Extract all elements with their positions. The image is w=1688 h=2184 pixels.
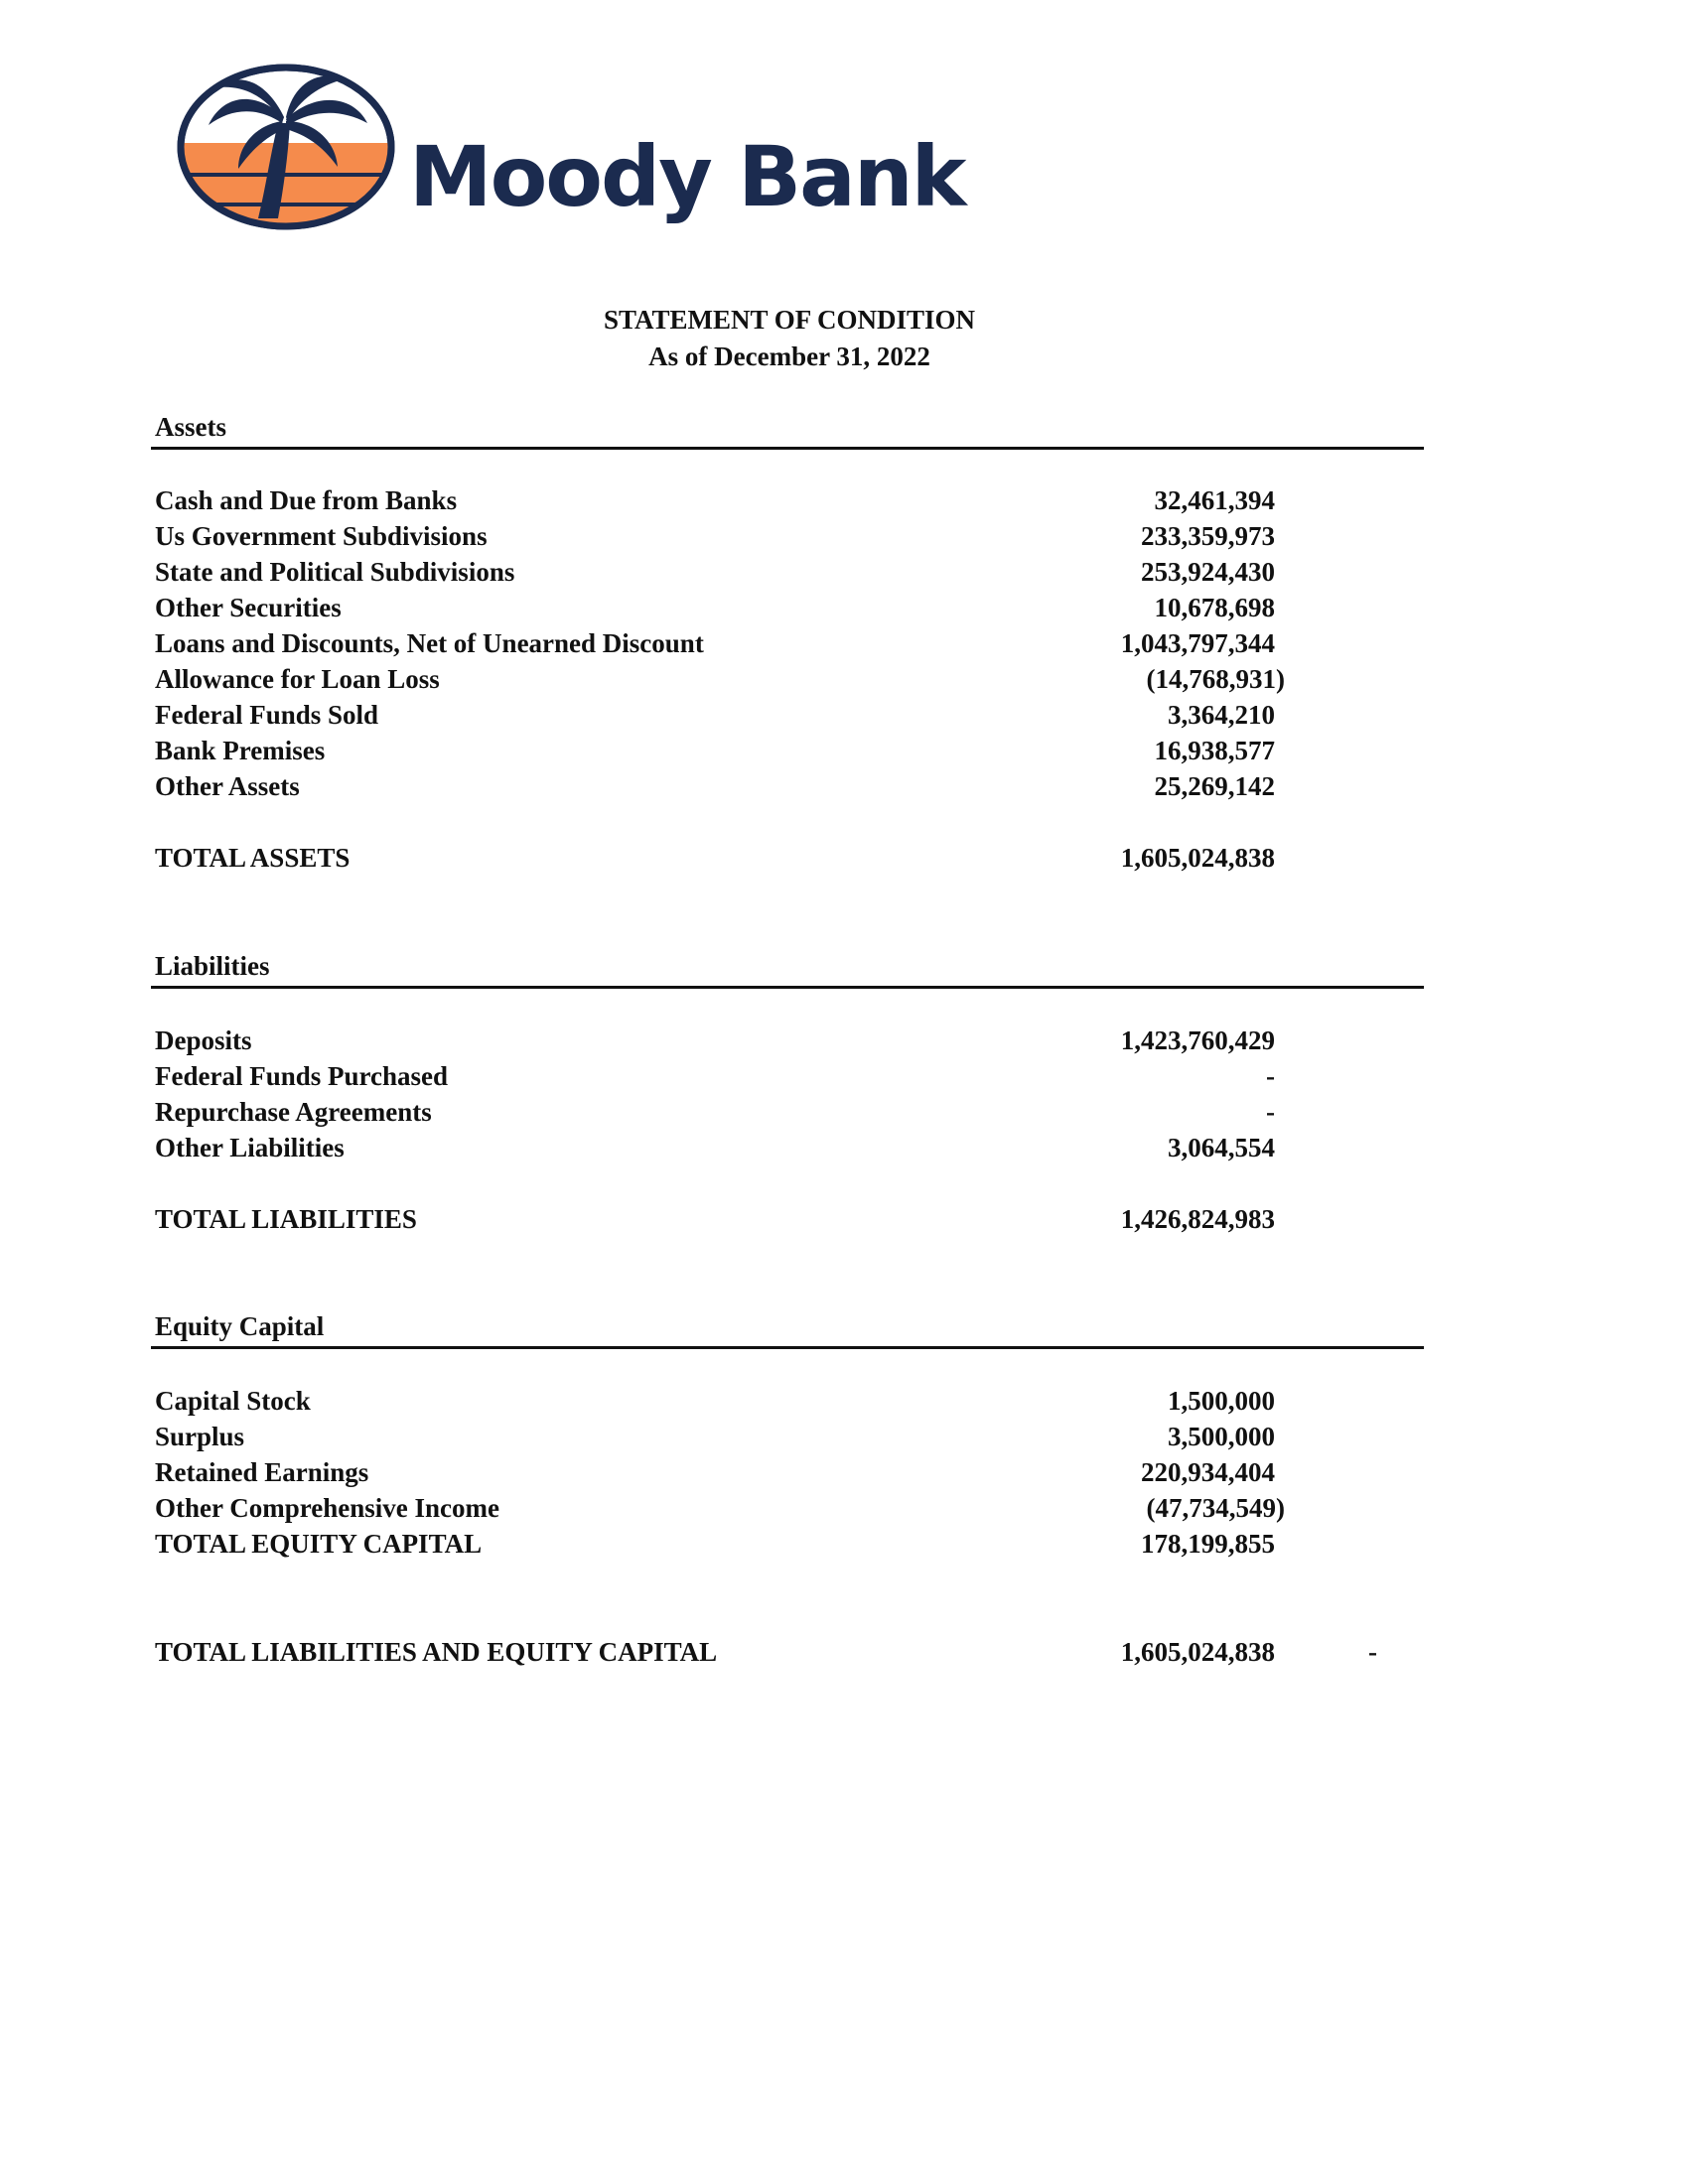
row-label: Federal Funds Purchased <box>155 1061 449 1091</box>
row-value: 3,364,210 <box>1168 700 1275 730</box>
row-value: 253,924,430 <box>1141 557 1275 587</box>
row-label: Other Assets <box>155 771 300 801</box>
total-equity-row <box>155 1526 1402 1562</box>
row-value: 25,269,142 <box>1154 771 1275 801</box>
row-label: Other Liabilities <box>155 1133 345 1162</box>
row-value: 233,359,973 <box>1141 521 1275 551</box>
row-value: 32,461,394 <box>1154 485 1275 515</box>
asset-row <box>155 697 1402 733</box>
row-label: Deposits <box>155 1025 252 1055</box>
liabilities-divider <box>151 986 1424 989</box>
row-value: (14,768,931) <box>1146 664 1285 694</box>
document-date: As of December 31, 2022 <box>648 341 930 371</box>
equity-heading: Equity Capital <box>155 1311 325 1341</box>
row-value: 1,605,024,838 <box>1120 1637 1275 1667</box>
row-label: TOTAL ASSETS <box>155 843 351 873</box>
difference-value: - <box>1368 1637 1377 1667</box>
row-value: 1,500,000 <box>1168 1386 1275 1416</box>
document-title: STATEMENT OF CONDITION <box>603 305 976 335</box>
row-label: Surplus <box>155 1422 245 1451</box>
row-label: Loans and Discounts, Net of Unearned Discount <box>155 628 704 658</box>
row-label: Bank Premises <box>155 736 326 765</box>
liability-row <box>155 1023 1402 1058</box>
asset-row <box>155 590 1402 625</box>
row-value: 1,423,760,429 <box>1120 1025 1275 1055</box>
row-label: Federal Funds Sold <box>155 700 379 730</box>
equity-row <box>155 1454 1402 1490</box>
bank-name: Moody Bank <box>409 128 965 225</box>
row-value: 3,064,554 <box>1168 1133 1275 1162</box>
row-label: TOTAL LIABILITIES <box>155 1204 417 1234</box>
total-liabilities-equity-row <box>155 1634 1402 1670</box>
liability-row <box>155 1058 1402 1094</box>
row-value: 16,938,577 <box>1154 736 1275 765</box>
equity-divider <box>151 1346 1424 1349</box>
row-label: Retained Earnings <box>155 1457 369 1487</box>
liability-row <box>155 1094 1402 1130</box>
equity-row <box>155 1490 1402 1526</box>
row-value: 1,605,024,838 <box>1120 843 1275 873</box>
row-label: TOTAL LIABILITIES AND EQUITY CAPITAL <box>155 1637 718 1667</box>
row-label: Allowance for Loan Loss <box>155 664 440 694</box>
asset-row <box>155 482 1402 518</box>
bank-logo <box>175 62 965 230</box>
asset-row <box>155 625 1402 661</box>
row-label: Other Securities <box>155 593 342 622</box>
row-label: State and Political Subdivisions <box>155 557 515 587</box>
asset-row <box>155 518 1402 554</box>
assets-divider <box>151 447 1424 450</box>
liabilities-heading: Liabilities <box>155 951 270 981</box>
equity-row <box>155 1383 1402 1419</box>
row-value: 220,934,404 <box>1141 1457 1275 1487</box>
palm-tree-sunset-icon <box>175 62 403 230</box>
row-label: Repurchase Agreements <box>155 1097 432 1127</box>
row-value: 1,043,797,344 <box>1120 628 1275 658</box>
row-value: - <box>1266 1097 1275 1127</box>
asset-row <box>155 661 1402 697</box>
row-value: - <box>1266 1061 1275 1091</box>
row-label: TOTAL EQUITY CAPITAL <box>155 1529 483 1559</box>
row-label: Cash and Due from Banks <box>155 485 458 515</box>
assets-heading: Assets <box>155 412 226 442</box>
total-assets-row <box>155 840 1402 876</box>
row-value: 178,199,855 <box>1141 1529 1275 1559</box>
total-liabilities-row <box>155 1201 1402 1237</box>
equity-row <box>155 1419 1402 1454</box>
row-label: Other Comprehensive Income <box>155 1493 499 1523</box>
row-value: 1,426,824,983 <box>1120 1204 1275 1234</box>
row-value: 10,678,698 <box>1154 593 1275 622</box>
row-label: Us Government Subdivisions <box>155 521 488 551</box>
asset-row <box>155 554 1402 590</box>
row-value: (47,734,549) <box>1146 1493 1285 1523</box>
liability-row <box>155 1130 1402 1165</box>
asset-row <box>155 768 1402 804</box>
row-label: Capital Stock <box>155 1386 311 1416</box>
asset-row <box>155 733 1402 768</box>
row-value: 3,500,000 <box>1168 1422 1275 1451</box>
